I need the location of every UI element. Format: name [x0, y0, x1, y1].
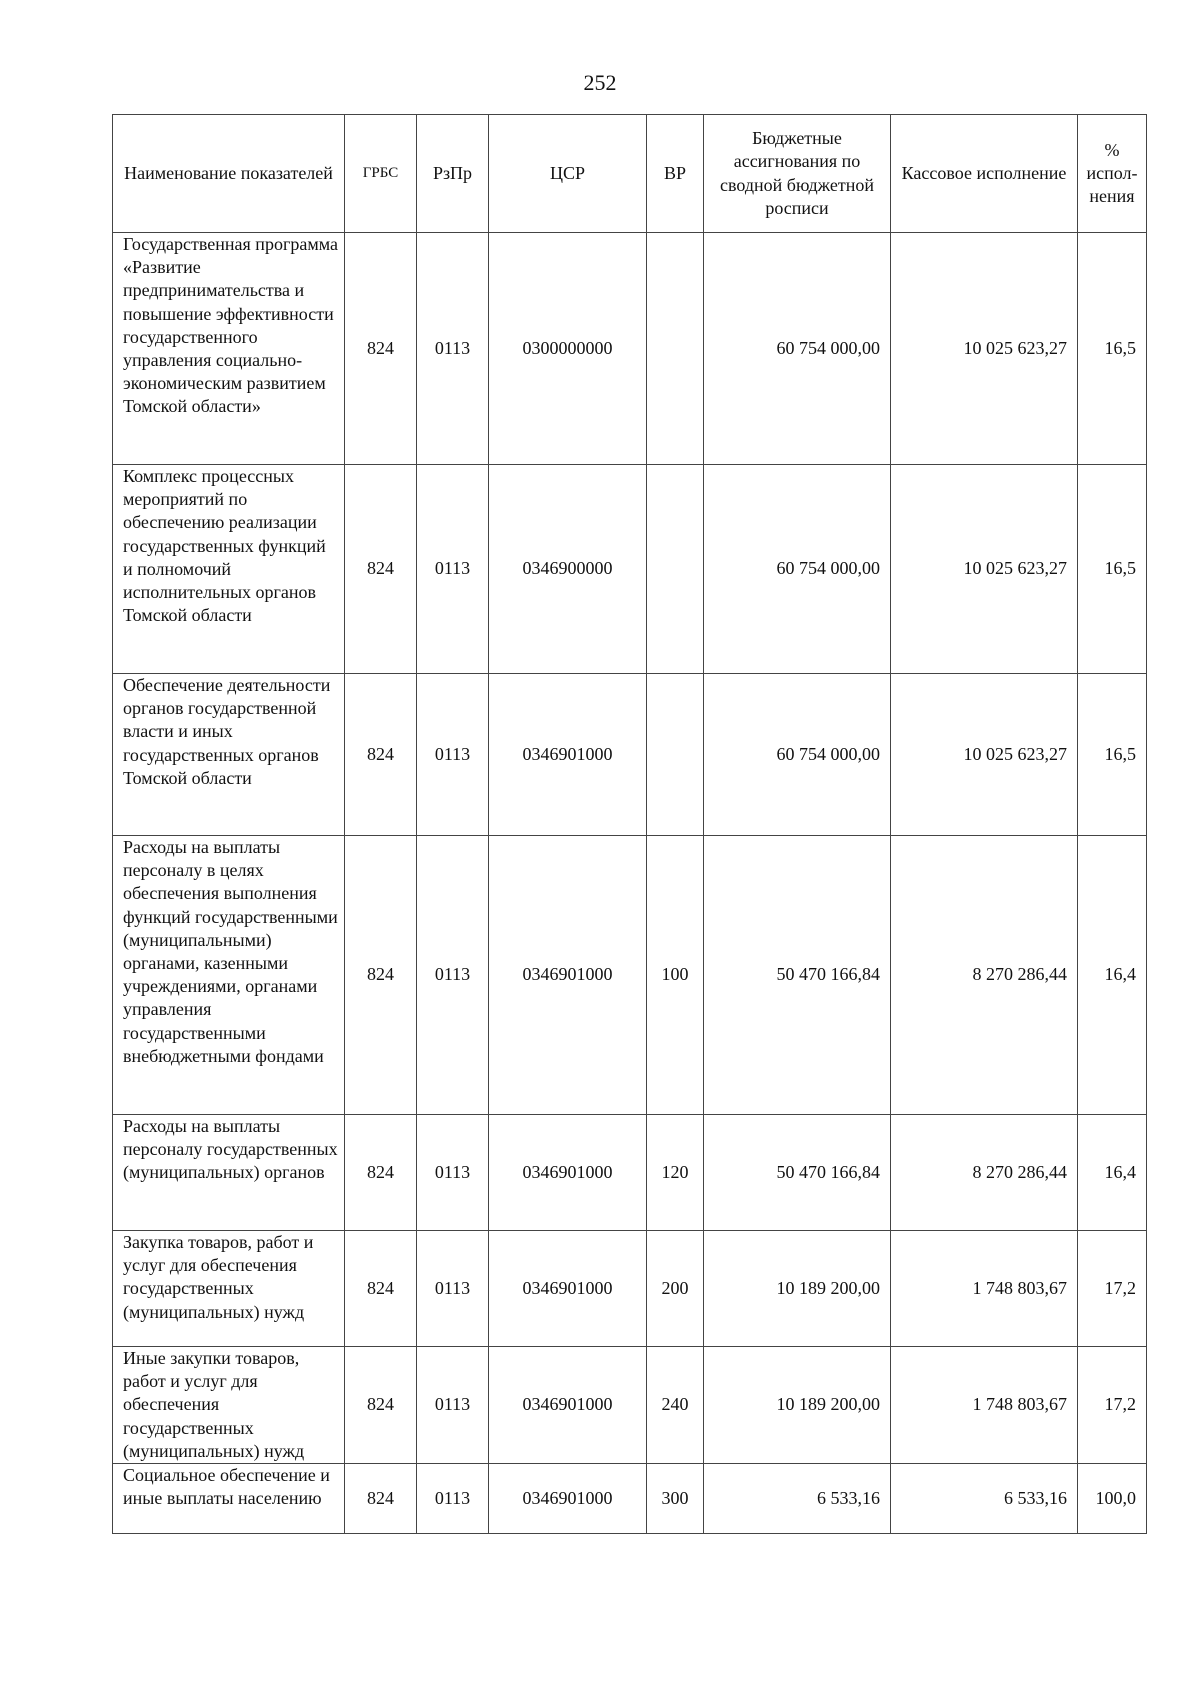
row-csr: 0300000000 [489, 233, 647, 465]
table-row [113, 233, 1147, 465]
budget-execution-table [112, 114, 1147, 1534]
row-grbs: 824 [345, 674, 417, 836]
row-execution: 10 025 623,27 [891, 233, 1078, 465]
row-execution: 8 270 286,44 [891, 836, 1078, 1115]
row-percent: 16,5 [1078, 674, 1147, 836]
row-vr [647, 233, 704, 465]
row-csr: 0346901000 [489, 1231, 647, 1347]
row-percent: 16,5 [1078, 233, 1147, 465]
header-grbs: ГРБС [345, 115, 417, 233]
row-percent: 17,2 [1078, 1347, 1147, 1464]
row-percent: 16,5 [1078, 465, 1147, 674]
row-execution: 10 025 623,27 [891, 465, 1078, 674]
row-percent: 16,4 [1078, 836, 1147, 1115]
row-vr: 100 [647, 836, 704, 1115]
row-grbs: 824 [345, 1231, 417, 1347]
row-name: Иные закупки товаров, работ и услуг для обеспечения государственных (муниципальных) нужд [113, 1347, 345, 1464]
row-grbs: 824 [345, 233, 417, 465]
row-name: Социальное обеспечение и иные выплаты населению [113, 1464, 345, 1534]
row-allocations: 50 470 166,84 [704, 1115, 891, 1231]
page-number: 252 [583, 70, 617, 95]
row-grbs: 824 [345, 1115, 417, 1231]
row-percent: 16,4 [1078, 1115, 1147, 1231]
row-vr: 300 [647, 1464, 704, 1534]
row-execution: 1 748 803,67 [891, 1231, 1078, 1347]
row-csr: 0346901000 [489, 674, 647, 836]
row-csr: 0346900000 [489, 465, 647, 674]
header-rzpr: РзПр [417, 115, 489, 233]
row-name: Расходы на выплаты персоналу государственных (муниципальных) органов [113, 1115, 345, 1231]
row-rzpr: 0113 [417, 1347, 489, 1464]
row-vr [647, 674, 704, 836]
row-allocations: 10 189 200,00 [704, 1347, 891, 1464]
row-csr: 0346901000 [489, 1347, 647, 1464]
row-vr: 240 [647, 1347, 704, 1464]
header-vr: ВР [647, 115, 704, 233]
header-csr: ЦСР [489, 115, 647, 233]
header-row [113, 115, 1147, 233]
table-row [113, 1231, 1147, 1347]
row-allocations: 50 470 166,84 [704, 836, 891, 1115]
row-rzpr: 0113 [417, 836, 489, 1115]
header-allocations: Бюджетные ассигнования по сводной бюджетной росписи [704, 115, 891, 233]
header-name: Наименование показателей [113, 115, 345, 233]
row-name: Государственная программа «Развитие предпринимательства и повышение эффективности государственного управления социально-экономическим развитием Томской области» [113, 233, 345, 465]
table-body [113, 233, 1147, 1534]
row-csr: 0346901000 [489, 1115, 647, 1231]
row-allocations: 10 189 200,00 [704, 1231, 891, 1347]
row-name: Комплекс процессных мероприятий по обеспечению реализации государственных функций и полномочий исполнительных органов Томской области [113, 465, 345, 674]
row-name: Расходы на выплаты персоналу в целях обеспечения выполнения функций государственными (муниципальными) органами, казенными учреждениями, органами управления государственными внебюджетными фондами [113, 836, 345, 1115]
row-execution: 10 025 623,27 [891, 674, 1078, 836]
row-rzpr: 0113 [417, 233, 489, 465]
row-csr: 0346901000 [489, 1464, 647, 1534]
row-grbs: 824 [345, 1464, 417, 1534]
header-percent: % испол-нения [1078, 115, 1147, 233]
row-grbs: 824 [345, 836, 417, 1115]
row-allocations: 60 754 000,00 [704, 233, 891, 465]
row-vr: 120 [647, 1115, 704, 1231]
row-percent: 17,2 [1078, 1231, 1147, 1347]
table-row [113, 1115, 1147, 1231]
row-execution: 6 533,16 [891, 1464, 1078, 1534]
row-rzpr: 0113 [417, 1231, 489, 1347]
table-row [113, 1464, 1147, 1534]
header-execution: Кассовое исполнение [891, 115, 1078, 233]
table-header [113, 115, 1147, 233]
table-row [113, 465, 1147, 674]
row-rzpr: 0113 [417, 1464, 489, 1534]
row-rzpr: 0113 [417, 1115, 489, 1231]
row-percent: 100,0 [1078, 1464, 1147, 1534]
row-rzpr: 0113 [417, 674, 489, 836]
row-allocations: 60 754 000,00 [704, 674, 891, 836]
row-name: Обеспечение деятельности органов государственной власти и иных государственных органов Томской области [113, 674, 345, 836]
row-vr: 200 [647, 1231, 704, 1347]
row-grbs: 824 [345, 465, 417, 674]
row-allocations: 6 533,16 [704, 1464, 891, 1534]
row-rzpr: 0113 [417, 465, 489, 674]
table-row [113, 1347, 1147, 1464]
row-execution: 8 270 286,44 [891, 1115, 1078, 1231]
table-row [113, 674, 1147, 836]
row-grbs: 824 [345, 1347, 417, 1464]
row-name: Закупка товаров, работ и услуг для обеспечения государственных (муниципальных) нужд [113, 1231, 345, 1347]
table-row [113, 836, 1147, 1115]
row-vr [647, 465, 704, 674]
row-allocations: 60 754 000,00 [704, 465, 891, 674]
row-execution: 1 748 803,67 [891, 1347, 1078, 1464]
row-csr: 0346901000 [489, 836, 647, 1115]
